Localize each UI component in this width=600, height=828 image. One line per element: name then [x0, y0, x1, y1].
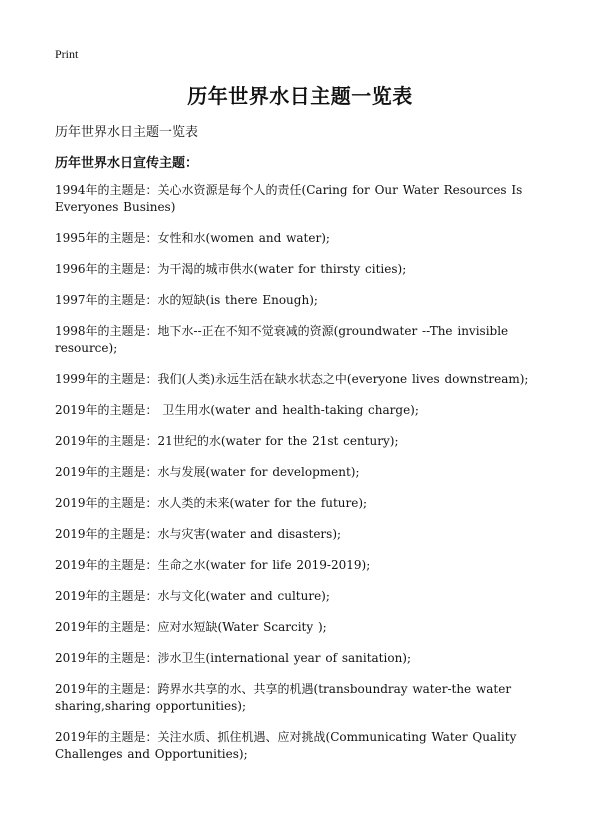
item-theme: 年的主题是：21世纪的水(water for the 21st century); [85, 434, 399, 448]
print-link[interactable]: Print [55, 47, 79, 61]
item-theme: 年的主题是：生命之水(water for life 2019-2019); [85, 558, 371, 572]
list-item [55, 729, 545, 763]
item-theme: 年的主题是：关注水质、抓住机遇、应对挑战(Communicating Water Quality Challenges and Opportunities); [55, 730, 517, 761]
item-year: 1994 [55, 183, 86, 197]
list-item [55, 526, 545, 543]
item-year: 2019 [55, 403, 86, 417]
list-item [55, 433, 545, 450]
item-theme: 年的主题是：水人类的未来(water for the future); [85, 496, 368, 510]
item-year: 2019 [55, 434, 86, 448]
item-year: 2019 [55, 589, 86, 603]
item-theme: 年的主题是：我们(人类)永远生活在缺水状态之中(everyone lives downstream); [85, 372, 529, 386]
item-year: 2019 [55, 651, 86, 665]
item-year: 1995 [55, 231, 86, 245]
list-item [55, 230, 545, 247]
item-theme: 年的主题是：地下水--正在不知不觉衰减的资源(groundwater --The invisible resource); [55, 324, 509, 355]
item-theme: 年的主题是：水与文化(water and culture); [85, 589, 330, 603]
item-theme: 年的主题是：涉水卫生(international year of sanitation); [85, 651, 412, 665]
list-item [55, 261, 545, 278]
item-year: 2019 [55, 558, 86, 572]
theme-list [55, 182, 545, 777]
item-year: 1997 [55, 293, 86, 307]
item-year: 2019 [55, 465, 86, 479]
item-theme: 年的主题是：水与发展(water for development); [85, 465, 360, 479]
list-item [55, 650, 545, 667]
item-year: 2019 [55, 496, 86, 510]
item-theme: 年的主题是：为干渴的城市供水(water for thirsty cities); [85, 262, 407, 276]
list-item [55, 681, 545, 715]
item-theme: 年的主题是：跨界水共享的水、共享的机遇(transboundray water-the water sharing,sharing opportunities); [55, 682, 512, 713]
item-year: 2019 [55, 527, 86, 541]
item-theme: 年的主题是： 卫生用水(water and health-taking charge); [85, 403, 419, 417]
item-year: 2019 [55, 682, 86, 696]
page-title: 历年世界水日主题一览表 [187, 84, 413, 108]
item-year: 1999 [55, 372, 86, 386]
page-subtitle: 历年世界水日主题一览表 [55, 125, 199, 140]
list-item [55, 402, 545, 419]
item-year: 1998 [55, 324, 86, 338]
item-theme: 年的主题是：水与灾害(water and disasters); [85, 527, 342, 541]
list-item [55, 619, 545, 636]
item-theme: 年的主题是：应对水短缺(Water Scarcity ); [85, 620, 327, 634]
section-heading: 历年世界水日宣传主题： [55, 156, 199, 171]
list-item [55, 182, 545, 216]
list-item [55, 371, 545, 388]
list-item [55, 495, 545, 512]
list-item [55, 557, 545, 574]
list-item [55, 323, 545, 357]
list-item [55, 464, 545, 481]
list-item [55, 588, 545, 605]
item-year: 1996 [55, 262, 86, 276]
item-year: 2019 [55, 620, 86, 634]
item-theme: 年的主题是：水的短缺(is there Enough); [85, 293, 318, 307]
item-theme: 年的主题是：关心水资源是每个人的责任(Caring for Our Water Resources Is Everyones Busines) [55, 183, 523, 214]
item-theme: 年的主题是：女性和水(women and water); [85, 231, 330, 245]
list-item [55, 292, 545, 309]
item-year: 2019 [55, 730, 86, 744]
